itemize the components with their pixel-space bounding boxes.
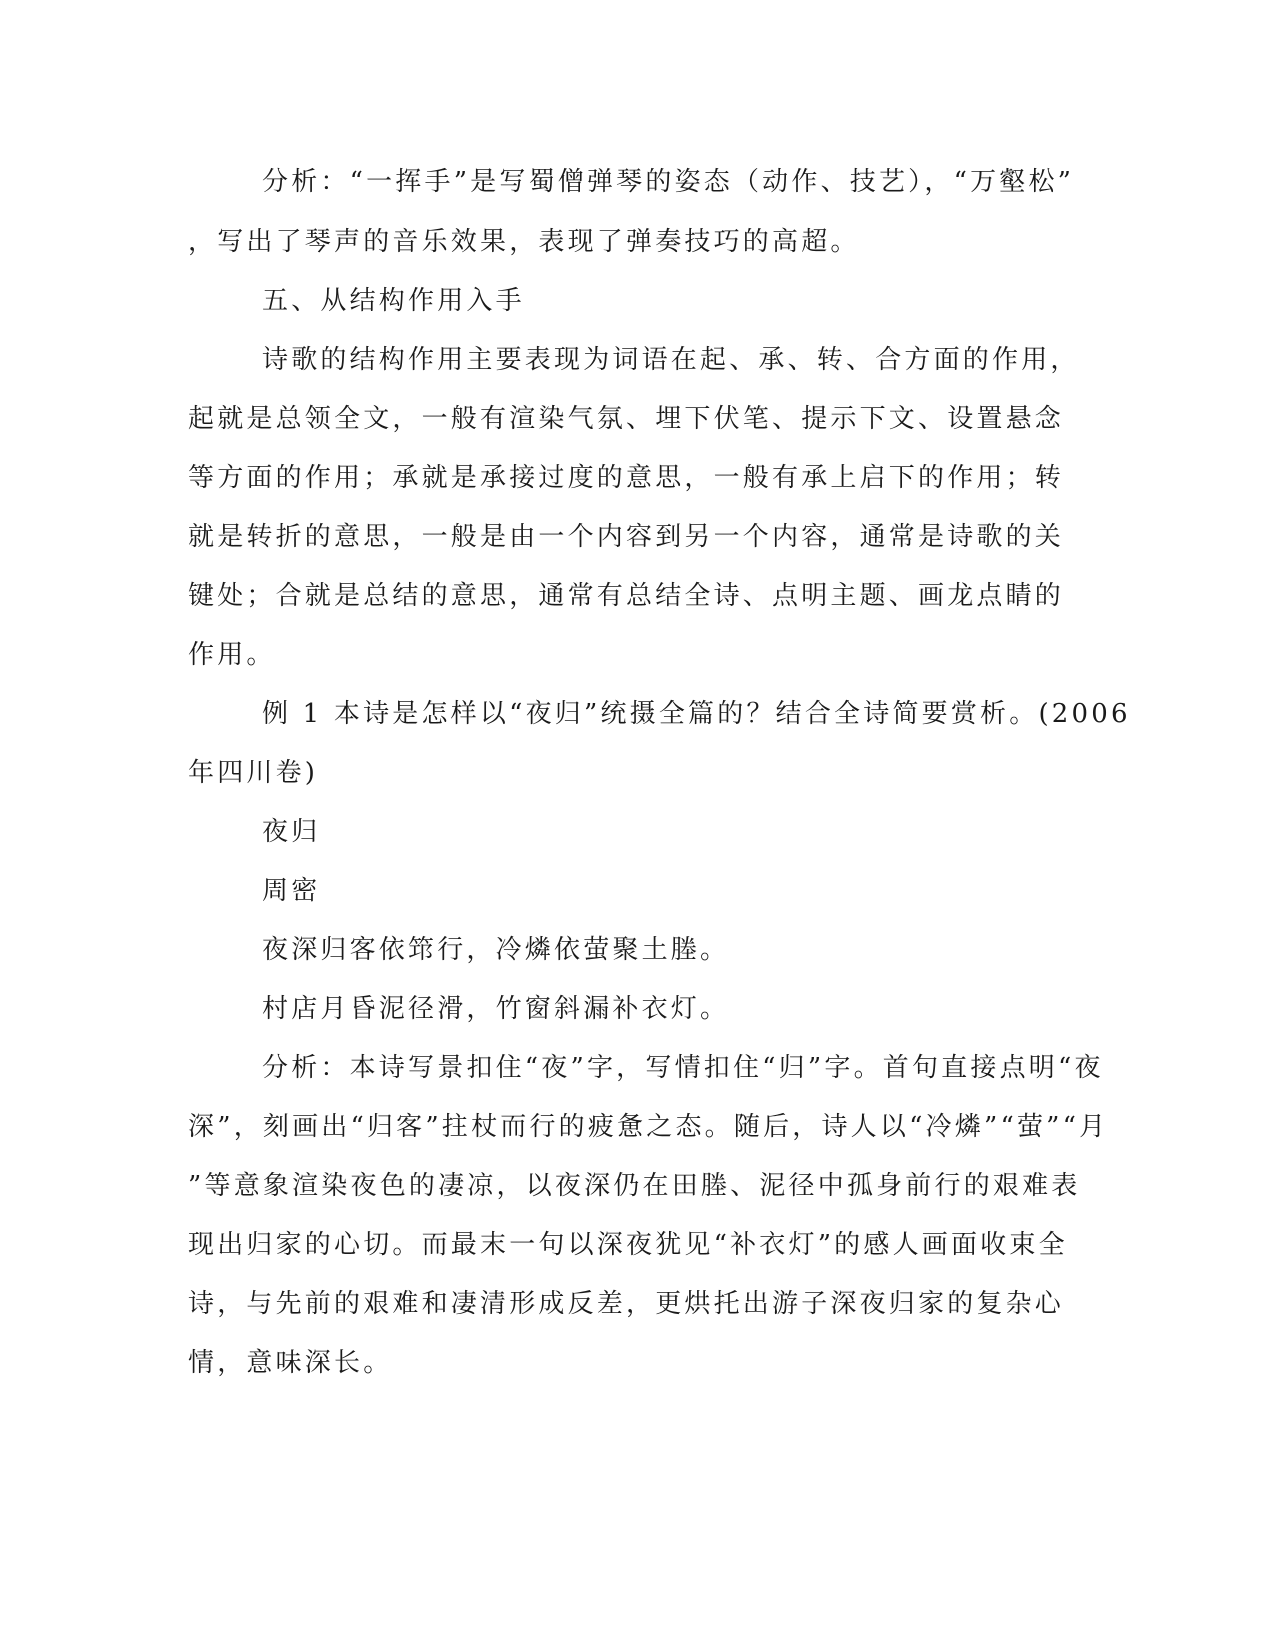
poem-analysis-line-3: ”等意象渲染夜色的凄凉，以夜深仍在田塍、泥径中孤身前行的艰难表 — [188, 1171, 1081, 1201]
analysis-paragraph-line-1: 分析：“一挥手”是写蜀僧弹琴的姿态（动作、技艺），“万壑松” — [262, 167, 1075, 197]
poem-analysis-line-1: 分析：本诗写景扣住“夜”字，写情扣住“归”字。首句直接点明“夜 — [262, 1053, 1104, 1083]
structure-paragraph-line-4: 就是转折的意思，一般是由一个内容到另一个内容，通常是诗歌的关 — [188, 522, 1065, 552]
example-question-line-2: 年四川卷) — [188, 758, 319, 788]
poem-author: 周密 — [262, 876, 321, 906]
section-heading: 五、从结构作用入手 — [262, 286, 525, 316]
poem-analysis-line-2: 深”，刻画出“归客”拄杖而行的疲惫之态。随后，诗人以“冷燐”“萤”“月 — [188, 1112, 1109, 1142]
analysis-paragraph-line-2: ，写出了琴声的音乐效果，表现了弹奏技巧的高超。 — [188, 227, 860, 257]
poem-verse-2: 村店月昏泥径滑，竹窗斜漏补衣灯。 — [262, 994, 730, 1024]
structure-paragraph-line-6: 作用。 — [188, 640, 276, 670]
poem-analysis-line-5: 诗，与先前的艰难和凄清形成反差，更烘托出游子深夜归家的复杂心 — [188, 1289, 1065, 1319]
structure-paragraph-line-2: 起就是总领全文，一般有渲染气氛、埋下伏笔、提示下文、设置悬念 — [188, 404, 1065, 434]
structure-paragraph-line-5: 键处；合就是总结的意思，通常有总结全诗、点明主题、画龙点睛的 — [188, 581, 1065, 611]
structure-paragraph-line-1: 诗歌的结构作用主要表现为词语在起、承、转、合方面的作用， — [262, 345, 1080, 375]
example-question-line-1: 例 1 本诗是怎样以“夜归”统摄全篇的？结合全诗简要赏析。(2006 — [262, 699, 1131, 729]
poem-analysis-line-6: 情，意味深长。 — [188, 1348, 393, 1378]
poem-title: 夜归 — [262, 817, 321, 847]
poem-verse-1: 夜深归客依筇行，冷燐依萤聚土塍。 — [262, 935, 730, 965]
poem-analysis-line-4: 现出归家的心切。而最末一句以深夜犹见“补衣灯”的感人画面收束全 — [188, 1230, 1068, 1260]
structure-paragraph-line-3: 等方面的作用；承就是承接过度的意思，一般有承上启下的作用；转 — [188, 463, 1065, 493]
